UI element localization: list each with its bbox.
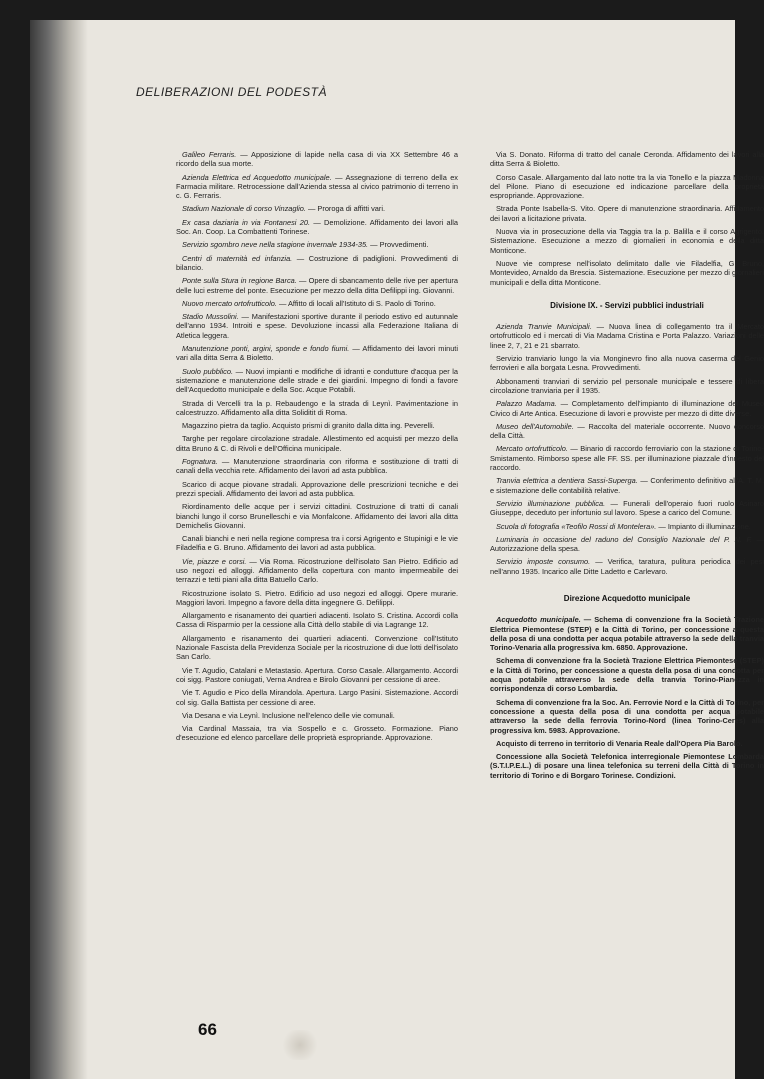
paragraph: [490, 173, 764, 201]
paragraph-title: Stadium Nazionale di corso Vinzaglio.: [182, 204, 306, 214]
paragraph-text: Schema di convenzione fra la Società Trazione Elettrica Piemontese (STEP) e la Città di Torino, per concessione a questa della posa di una condotta per acqua potabile attraverso la sede della tranvia Torino-Pianezza in corrispondenza di corso Lombardia.: [490, 656, 764, 694]
paragraph-title: Tranvia elettrica a dentiera Sassi-Superga.: [496, 476, 638, 486]
paragraph-text: — Assegnazione di terreno della ex Farmacia militare. Retrocessione dall'Azienda stessa al civico patrimonio di terreno in c. G. Ferraris.: [176, 172, 459, 201]
paragraph-text: — Binario di raccordo ferroviario con la stazione di Torino-Smistamento. Rimborso spese alle FF. SS. per illuminazione piazzale d'innesto del raccordo.: [490, 444, 764, 473]
paragraph: [176, 312, 458, 340]
paragraph-title: Suolo pubblico.: [182, 366, 234, 376]
paragraph-text: — Nuovi impianti e modifiche di idranti e condutture d'acqua per la sistemazione e manutenzione delle strade e dei giardini. Impegno di fondi a favore dell'Acquedotto municipale e della Soc. Acque Potabili.: [176, 366, 458, 395]
paragraph-title: Luminaria in occasione del raduno del Consiglio Nazionale del P. N. F.: [496, 534, 753, 544]
paragraph-text: — Impianto di illuminazione.: [656, 521, 751, 531]
paragraph-title: Galileo Ferraris.: [182, 150, 237, 159]
right-column-bottom: [490, 615, 764, 780]
paragraph: [490, 615, 764, 652]
paragraph-text: — Verifica, taratura, pulitura periodica dei pesi nell'anno 1935. Incarico alle Ditte Ladetto e Carlevaro.: [490, 557, 764, 576]
paragraph: [176, 367, 458, 395]
paragraph: [176, 611, 458, 630]
paragraph-text: Via Desana e via Leynì. Inclusione nell'elenco delle vie comunali.: [182, 710, 395, 720]
paragraph: [490, 535, 764, 554]
paragraph-text: — Raccolta del materiale occorrente. Nuovo concorso della Città.: [490, 421, 764, 441]
paragraph: [176, 634, 458, 662]
paragraph: [176, 204, 458, 213]
paragraph: [176, 688, 458, 707]
paper-stain: [280, 1030, 320, 1060]
paragraph: [490, 354, 764, 373]
paragraph-text: Abbonamenti tranviari di servizio pel personale municipale e tessere di libera circolazione tranviaria per il 1935.: [490, 376, 764, 395]
paragraph-text: Acquisto di terreno in territorio di Venaria Reale dall'Opera Pia Barolo.: [496, 738, 743, 748]
paragraph: [176, 173, 458, 201]
paragraph: [490, 752, 764, 780]
paragraph: [176, 724, 458, 743]
paragraph-text: Strada di Vercelli tra la p. Rebaudengo e la strada di Leynì. Pavimentazione in calcestruzzo. Affidamento alla ditta Soliditit di Roma.: [176, 398, 458, 417]
paragraph-title: Azienda Elettrica ed Acquedotto municipale.: [182, 172, 332, 182]
paragraph-text: — Provvedimenti.: [368, 240, 429, 250]
paragraph: [176, 502, 458, 530]
paragraph-text: Vie T. Agudio, Catalani e Metastasio. Apertura. Corso Casale. Allargamento. Accordi coi sigg. Pastore coniugati, Verna Andrea e Birolo Giovanni per cessione di aree.: [176, 665, 458, 684]
paragraph-text: Strada Ponte Isabella-S. Vito. Opere di manutenzione straordinaria. Affidamento dei lavori a licitazione privata.: [490, 204, 764, 223]
paragraph-text: — Affitto di locali all'Istituto di S. Paolo di Torino.: [276, 298, 436, 308]
paragraph-title: Mercato ortofrutticolo.: [496, 444, 568, 454]
paragraph-title: Servizio imposte consumo.: [496, 557, 591, 567]
paragraph-text: Schema di convenzione fra la Soc. An. Ferrovie Nord e la Città di Torino, per concessione a questa della posa di una condotta per acqua potabile attraverso la sede della ferrovia Torino-Nord (linea Torino-Ceres) alla progressiva km. 5983. Approvazione.: [490, 697, 764, 735]
paragraph-title: Ex casa daziaria in via Fontanesi 20.: [182, 217, 311, 227]
section-heading-servizi-industriali: Divisione IX. - Servizi pubblici industriali: [550, 300, 704, 310]
paragraph-title: Palazzo Madama.: [496, 399, 557, 409]
paragraph-text: Allargamento e risanamento dei quartieri adiacenti. Isolato S. Cristina. Accordi colla Cassa di Risparmio per la cessione alla Città dello stabile di via Lagrange 12.: [176, 611, 458, 630]
paragraph: [490, 499, 764, 518]
paragraph-text: Ricostruzione isolato S. Pietro. Edificio ad uso negozi ed alloggi. Opere murarie. Maggiori lavori. Impegno a favore della ditta ingegnere G. Defilippi.: [176, 588, 458, 607]
right-column-mid: [490, 322, 764, 576]
paragraph-title: Azienda Tranvie Municipali.: [496, 322, 592, 332]
paragraph: [176, 276, 458, 295]
paragraph: [176, 240, 458, 249]
paragraph-text: Vie T. Agudio e Pico della Mirandola. Apertura. Largo Pasini. Sistemazione. Accordi col sig. Galla Battista per cessione di aree.: [176, 688, 458, 707]
paragraph-text: — Via Roma. Ricostruzione dell'isolato San Pietro. Edificio ad uso negozi ed alloggi. Affidamento della copertura con manto impermeabile dei terrazzi e tetti piani alla ditta Batuello Carlo.: [176, 556, 458, 585]
paragraph-text: Via S. Donato. Riforma di tratto del canale Ceronda. Affidamento dei lavori alla ditta Serra & Bioletto.: [490, 150, 764, 169]
paragraph: [176, 344, 458, 363]
paragraph-text: Nuove vie comprese nell'isolato delimitato dalle vie Filadelfia, G. Bruno, Montevideo, Arnaldo da Brescia. Sistemazione. Esecuzione per mezzo di giornalieri municipali e della ditta Monticone.: [490, 258, 764, 287]
paragraph-title: Acquedotto municipale.: [496, 615, 581, 625]
paragraph: [176, 589, 458, 608]
paragraph: [176, 399, 458, 418]
paragraph-text: — Demolizione. Affidamento dei lavori alla Soc. An. Coop. La Combattenti Torinese.: [176, 217, 459, 237]
right-column-top: [490, 150, 764, 287]
paragraph-text: — Conferimento definitivo all'A. T. M. e sistemazione delle contabilità relative.: [490, 476, 764, 495]
paragraph-title: Centri di maternità ed infanzia.: [182, 253, 293, 263]
paragraph: [490, 557, 764, 576]
running-header: DELIBERAZIONI DEL PODESTÀ: [136, 85, 327, 99]
paragraph-text: — Proroga di affitti vari.: [305, 204, 386, 214]
left-column: [176, 150, 458, 747]
paragraph: [176, 666, 458, 685]
paragraph: [490, 656, 764, 693]
right-column: [490, 150, 764, 784]
paragraph-text: Canali bianchi e neri nella regione compresa tra i corsi Agrigento e Stupinigi e le vie Filadelfia e G. Bruno. Affidamento dei lavori ad asta pubblica.: [176, 534, 458, 553]
paragraph: [176, 457, 458, 476]
paragraph-text: — Schema di convenzione fra la Società Trazione Elettrica Piemontese (STEP) e la Città di Torino, per concessione a questa della posa di una condotta per acqua potabile attraverso la sede della tranvia Torino-Venaria alla progressiva km. 6850. Approvazione.: [490, 615, 764, 653]
paragraph-text: — Apposizione di lapide nella casa di via XX Settembre 46 a ricordo della sua morte.: [176, 150, 459, 169]
paragraph-text: — Costruzione di padiglioni. Provvedimenti di bilancio.: [176, 253, 458, 272]
paragraph: [176, 434, 458, 453]
paragraph-text: Magazzino pietra da taglio. Acquisto prismi di granito dalla ditta ing. Peverelli.: [182, 421, 435, 431]
section-heading-acquedotto: Direzione Acquedotto municipale: [563, 593, 691, 603]
paragraph: [490, 322, 764, 350]
paragraph-title: Servizio sgombro neve nella stagione invernale 1934-35.: [182, 240, 369, 250]
paragraph-title: Nuovo mercato ortofrutticolo.: [182, 298, 277, 308]
paragraph-text: Scarico di acque piovane stradali. Approvazione delle prescrizioni tecniche e dei prezzi speciali. Affidamento dei lavori ad asta pubblica.: [176, 479, 458, 498]
paragraph: [176, 218, 458, 237]
paragraph: [176, 421, 458, 430]
paragraph: [490, 739, 764, 748]
book-spine-shadow: [30, 20, 88, 1079]
paragraph-text: — Manifestazioni sportive durante il periodo estivo ed autunnale dell'anno 1934. Introiti e spese. Devoluzione incassi alla Federazione Italiana di Atletica leggera.: [176, 312, 458, 340]
paragraph-title: Servizio illuminazione pubblica.: [496, 498, 606, 508]
paragraph: [176, 480, 458, 499]
paragraph: [490, 399, 764, 418]
paragraph-title: Manutenzione ponti, argini, sponde e fondo fiumi.: [182, 344, 350, 354]
paragraph: [490, 227, 764, 255]
paragraph-title: Stadio Mussolini.: [182, 312, 239, 322]
paragraph-text: Targhe per regolare circolazione stradale. Allestimento ed acquisti per mezzo della ditta Bruno & C. di Rivoli e dell'Officina municipale.: [176, 434, 458, 453]
paragraph-title: Museo dell'Automobile.: [496, 421, 574, 431]
paragraph: [176, 299, 458, 308]
paragraph: [490, 422, 764, 441]
paragraph-text: Via Cardinal Massaia, tra via Sospello e c. Grosseto. Formazione. Piano d'esecuzione ed elenco parcellare delle proprietà espropriande. Approvazione.: [176, 724, 458, 743]
paragraph: [176, 254, 458, 273]
paragraph-text: — Manutenzione straordinaria con riforma e sostituzione di tratti di canali della vecchia rete. Affidamento dei lavori ad asta pubblica.: [176, 457, 458, 476]
paragraph-text: Concessione alla Società Telefonica interregionale Piemontese Lombarda (S.T.I.P.E.L.) di posare una linea telefonica su terreni della Città di Torino in territorio di Torino e di Borgaro Torinese. Condizioni.: [490, 752, 764, 780]
paragraph: [490, 377, 764, 396]
paragraph: [490, 476, 764, 495]
paragraph: [176, 557, 458, 585]
paragraph: [490, 204, 764, 223]
paragraph: [490, 444, 764, 472]
paragraph-text: — Completamento dell'impianto di illuminazione del Museo Civico di Arte Antica. Esecuzione di lavori e provviste per mezzo di ditte diverse.: [490, 399, 764, 418]
paragraph-text: Allargamento e risanamento dei quartieri adiacenti. Convenzione coll'Istituto Nazionale Fascista della Previdenza Sociale per la ricostruzione di due lotti dell'isolato San Carlo.: [176, 633, 458, 662]
paragraph: [176, 711, 458, 720]
paragraph-text: — Autorizzazione della spesa.: [490, 534, 764, 554]
paragraph: [176, 534, 458, 553]
paragraph-text: — Affidamento dei lavori minuti vari alla ditta Serra & Bioletto.: [176, 344, 459, 363]
page-number: 66: [198, 1020, 217, 1039]
paragraph-title: Fognatura.: [182, 457, 218, 467]
paragraph-title: Vie, piazze e corsi.: [182, 556, 247, 566]
paragraph-text: Nuova via in prosecuzione della via Taggia tra la p. Balilla e il corso Agrigento. Sistemazione. Esecuzione a mezzo di giornalieri in economia e della ditta Monticone.: [490, 227, 764, 255]
paragraph: [490, 698, 764, 735]
paragraph-text: Riordinamento delle acque per i servizi cittadini. Costruzione di tratti di canali bianchi lungo il corso Brunelleschi e via Monfalcone. Affidamento dei lavori alla ditta Demichelis Giovanni.: [176, 502, 458, 530]
paragraph-text: Corso Casale. Allargamento dal lato notte tra la via Tonello e la piazza Madonna del Pilone. Piano di esecuzione ed indicazione parcellare della proprietà espropriande. Approvazione.: [490, 172, 764, 201]
paragraph-title: Ponte sulla Stura in regione Barca.: [182, 276, 297, 286]
paragraph-title: Scuola di fotografia «Teofilo Rossi di Montelera».: [496, 521, 657, 531]
paragraph: [490, 150, 764, 169]
paragraph: [490, 259, 764, 287]
paragraph: [490, 522, 764, 531]
paragraph-text: Servizio tranviario lungo la via Monginevro fino alla nuova caserma del Genio ferrovieri e alla borgata Lesna. Provvedimenti.: [490, 354, 764, 373]
paragraph: [176, 150, 458, 169]
document-page: [30, 20, 764, 1079]
paragraph-text: — Funerali dell'operaio fuori ruolo Asinaro Giuseppe, deceduto per infortunio sul lavoro. Spese a carico del Comune.: [490, 498, 764, 518]
paragraph-text: — Opere di sbancamento delle rive per apertura delle luci estreme del ponte. Esecuzione per mezzo della ditta Defilippi ing. Giovanni.: [176, 276, 459, 295]
paragraph-text: — Nuova linea di collegamento tra il Mercato ortofrutticolo ed i mercati di Via Madama Cristina e Porta Palazzo. Variazioni delle linee 2, 7, 21 e 21 sbarrato.: [490, 322, 764, 350]
